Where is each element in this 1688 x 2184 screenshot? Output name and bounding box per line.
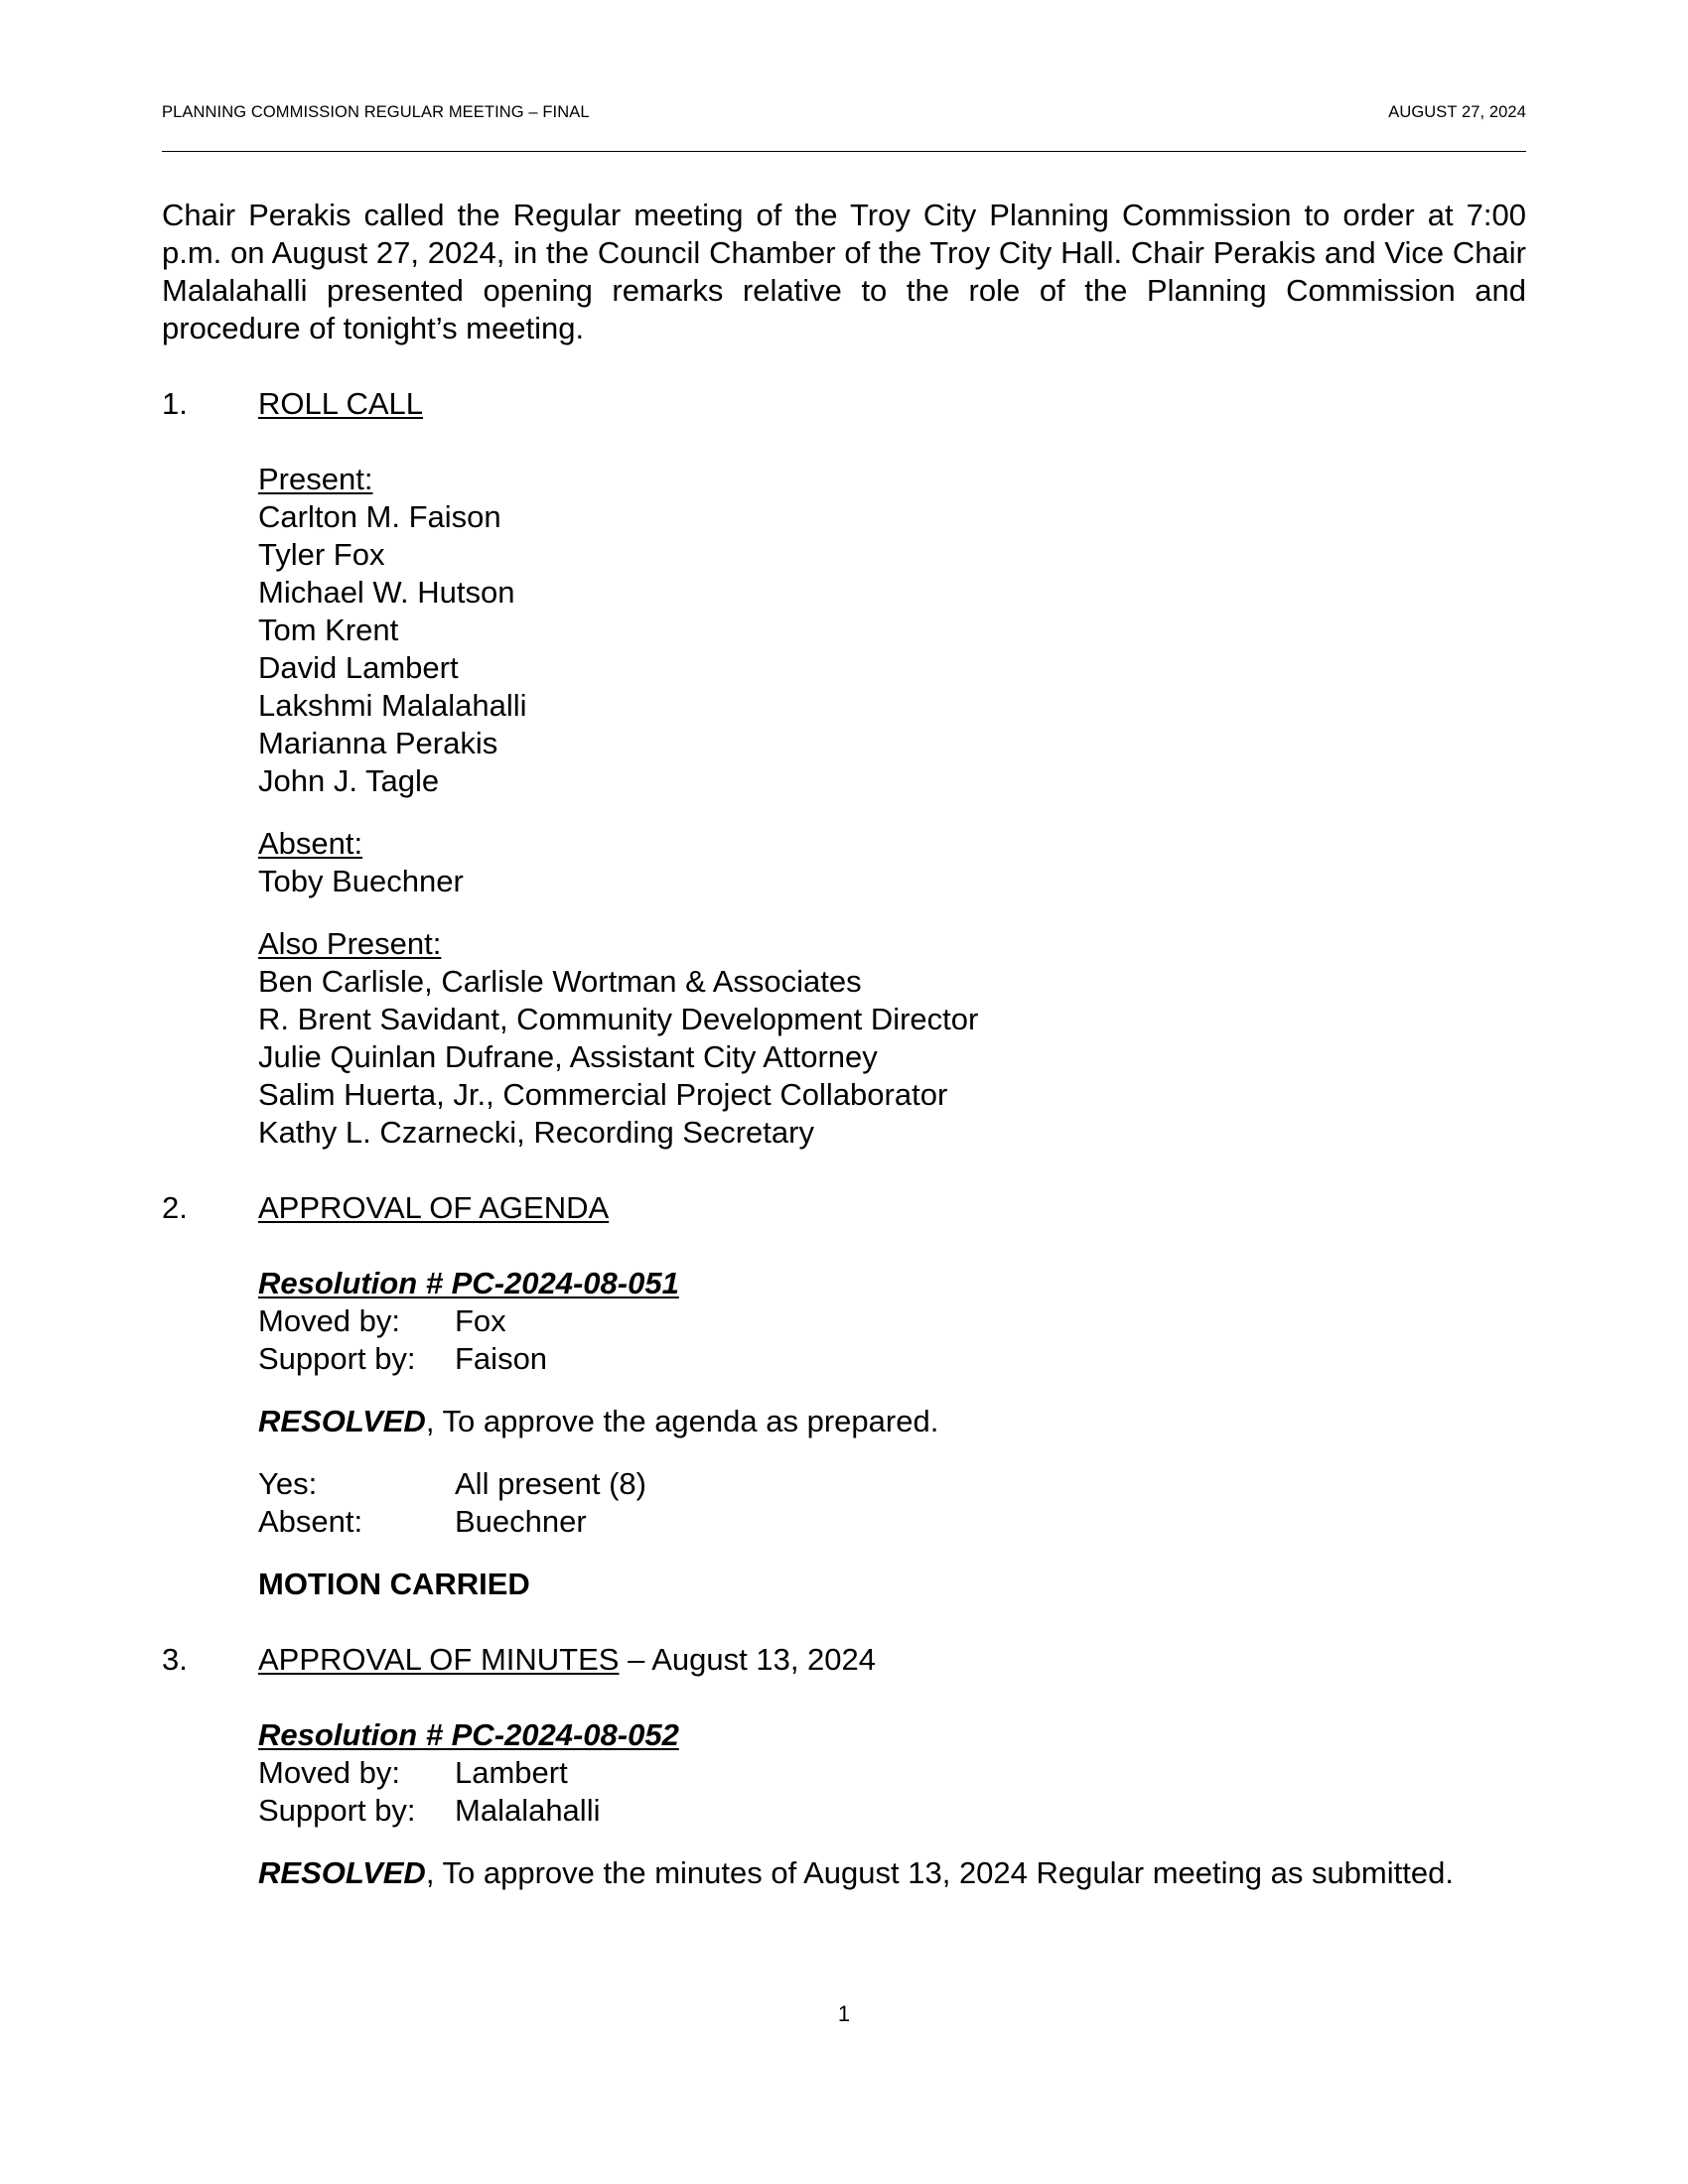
section-number: 1. xyxy=(162,386,188,421)
absent-label: Absent: xyxy=(258,826,363,861)
absent-vote-label: Absent: xyxy=(258,1504,363,1539)
absent-member: Toby Buechner xyxy=(258,864,464,898)
intro-paragraph: Chair Perakis called the Regular meeting of the Troy City Planning Commission to order at 7:00 p.m. on August 27, 2024, in the Council Chamber of the Troy City Hall. Chair Perakis and Vice Chair Malalahalli presented opening remarks relative to the role of the Planning Commission and procedure of tonight’s meeting. xyxy=(162,198,1526,345)
vote-block xyxy=(258,1465,1526,1541)
also-present-member: Julie Quinlan Dufrane, Assistant City Attorney xyxy=(258,1039,878,1074)
support-by-label: Support by: xyxy=(258,1793,416,1828)
motion-block xyxy=(258,1566,1526,1603)
header-date: AUGUST 27, 2024 xyxy=(1388,103,1526,121)
moved-by-label: Moved by: xyxy=(258,1303,401,1338)
motion-carried: MOTION CARRIED xyxy=(258,1567,530,1601)
resolved-text xyxy=(258,1403,1526,1440)
present-member: Michael W. Hutson xyxy=(258,575,515,610)
moved-by-label: Moved by: xyxy=(258,1755,401,1790)
resolution-number: Resolution # PC-2024-08-052 xyxy=(258,1717,679,1752)
section-approval-agenda xyxy=(162,1189,1526,1603)
section-roll-call xyxy=(162,385,1526,1152)
section-number: 2. xyxy=(162,1190,188,1225)
support-by-value: Malalahalli xyxy=(455,1793,601,1828)
also-present-label: Also Present: xyxy=(258,926,442,961)
resolved-word: RESOLVED xyxy=(258,1404,426,1438)
moved-by-value: Fox xyxy=(455,1303,506,1338)
resolved-text xyxy=(258,1854,1526,1892)
present-member: David Lambert xyxy=(258,650,459,685)
present-member: John J. Tagle xyxy=(258,763,440,798)
resolution-number: Resolution # PC-2024-08-051 xyxy=(258,1266,679,1300)
also-present-member: Ben Carlisle, Carlisle Wortman & Associates xyxy=(258,964,862,999)
present-member: Carlton M. Faison xyxy=(258,499,501,534)
also-present-member: R. Brent Savidant, Community Development Director xyxy=(258,1002,979,1036)
section-title: APPROVAL OF AGENDA xyxy=(258,1190,610,1225)
present-member: Tom Krent xyxy=(258,613,399,647)
resolution-block xyxy=(258,1265,1526,1378)
absent-list xyxy=(258,825,1526,900)
resolved-body: , To approve the minutes of August 13, 2024 Regular meeting as submitted. xyxy=(425,1855,1454,1890)
support-by-label: Support by: xyxy=(258,1341,416,1376)
section-title: APPROVAL OF MINUTES xyxy=(258,1642,620,1677)
section-approval-minutes xyxy=(162,1641,1526,1892)
page-number: 1 xyxy=(837,2001,851,2026)
page-header xyxy=(162,103,1526,152)
document-body xyxy=(162,197,1526,1892)
resolved-body: , To approve the agenda as prepared. xyxy=(425,1404,939,1438)
present-member: Tyler Fox xyxy=(258,537,385,572)
present-member: Lakshmi Malalahalli xyxy=(258,688,527,723)
yes-label: Yes: xyxy=(258,1466,318,1501)
present-list xyxy=(258,461,1526,800)
present-label: Present: xyxy=(258,462,373,496)
also-present-member: Salim Huerta, Jr., Commercial Project Collaborator xyxy=(258,1077,948,1112)
section-title: ROLL CALL xyxy=(258,386,423,421)
moved-by-value: Lambert xyxy=(455,1755,568,1790)
also-present-list xyxy=(258,925,1526,1152)
support-by-value: Faison xyxy=(455,1341,548,1376)
section-number: 3. xyxy=(162,1642,188,1677)
header-title: PLANNING COMMISSION REGULAR MEETING – FINAL xyxy=(162,103,590,121)
resolved-word: RESOLVED xyxy=(258,1855,426,1890)
present-member: Marianna Perakis xyxy=(258,726,498,760)
also-present-member: Kathy L. Czarnecki, Recording Secretary xyxy=(258,1115,814,1150)
absent-vote-value: Buechner xyxy=(455,1504,587,1539)
resolution-block xyxy=(258,1716,1526,1830)
yes-value: All present (8) xyxy=(455,1466,646,1501)
section-title-suffix: – August 13, 2024 xyxy=(619,1642,877,1677)
